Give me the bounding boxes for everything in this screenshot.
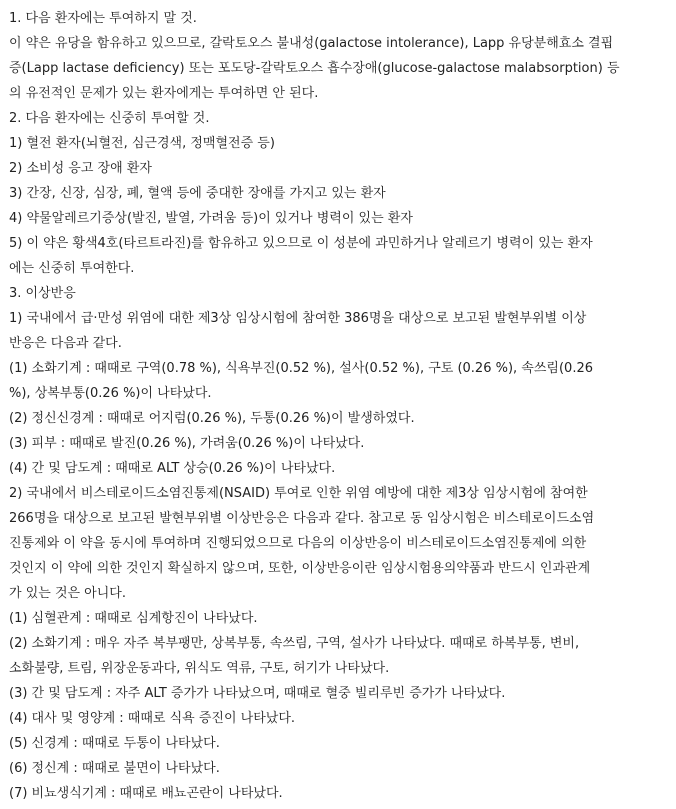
text-line: (2) 소화기계 : 매우 자주 복부팽만, 상복부통, 속쓰림, 구역, 설사가 나타났다. 때때로 하복부통, 변비, bbox=[9, 636, 580, 651]
text-line: (5) 신경계 : 때때로 두통이 나타났다. bbox=[9, 736, 220, 751]
text-line: 진통제와 이 약을 동시에 투여하며 진행되었으므로 다음의 이상반응이 비스테로이드소염진통제에 의한 bbox=[9, 536, 587, 551]
text-line: (4) 대사 및 영양계 : 때때로 식욕 증진이 나타났다. bbox=[9, 711, 296, 726]
text-line: 5) 이 약은 황색4호(타르트라진)를 함유하고 있으므로 이 성분에 과민하거나 알레르기 병력이 있는 환자 bbox=[9, 236, 593, 251]
text-line: 가 있는 것은 아니다. bbox=[9, 586, 126, 601]
text-line: 에는 신중히 투여한다. bbox=[9, 261, 135, 276]
text-line: (3) 피부 : 때때로 발진(0.26 %), 가려움(0.26 %)이 나타났다. bbox=[9, 436, 365, 451]
text-line: 소화불량, 트림, 위장운동과다, 위식도 역류, 구토, 허기가 나타났다. bbox=[9, 661, 390, 676]
text-line: %), 상복부통(0.26 %)이 나타났다. bbox=[9, 386, 212, 401]
text-line: 3. 이상반응 bbox=[9, 286, 76, 301]
text-line: (7) 비뇨생식기계 : 때때로 배뇨곤란이 나타났다. bbox=[9, 786, 283, 801]
text-line: (1) 심혈관계 : 때때로 심계항진이 나타났다. bbox=[9, 611, 258, 626]
text-line: 2) 소비성 응고 장애 환자 bbox=[9, 161, 152, 176]
text-line: 1) 국내에서 급·만성 위염에 대한 제3상 임상시험에 참여한 386명을 대상으로 보고된 발현부위별 이상 bbox=[9, 311, 587, 326]
text-line: 반응은 다음과 같다. bbox=[9, 336, 122, 351]
text-line: 의 유전적인 문제가 있는 환자에게는 투여하면 안 된다. bbox=[9, 86, 319, 101]
text-line: 1) 혈전 환자(뇌혈전, 심근경색, 정맥혈전증 등) bbox=[9, 136, 275, 151]
text-line: (4) 간 및 담도계 : 때때로 ALT 상승(0.26 %)이 나타났다. bbox=[9, 461, 336, 476]
text-line: 증(Lapp lactase deficiency) 또는 포도당-갈락토오스 흡수장애(glucose-galactose malabsorption) 등 bbox=[9, 61, 620, 76]
text-line: 266명을 대상으로 보고된 발현부위별 이상반응은 다음과 같다. 참고로 동 임상시험은 비스테로이드소염 bbox=[9, 511, 595, 526]
text-line: 4) 약물알레르기증상(발진, 발열, 가려움 등)이 있거나 병력이 있는 환자 bbox=[9, 211, 413, 226]
text-line: (6) 정신계 : 때때로 불면이 나타났다. bbox=[9, 761, 220, 776]
text-line: 1. 다음 환자에는 투여하지 말 것. bbox=[9, 11, 197, 26]
text-line: 3) 간장, 신장, 심장, 폐, 혈액 등에 중대한 장애를 가지고 있는 환자 bbox=[9, 186, 386, 201]
text-line: 것인지 이 약에 의한 것인지 확실하지 않으며, 또한, 이상반응이란 임상시험용의약품과 반드시 인과관계 bbox=[9, 561, 591, 576]
text-line: 2. 다음 환자에는 신중히 투여할 것. bbox=[9, 111, 210, 126]
text-line: 2) 국내에서 비스테로이드소염진통제(NSAID) 투여로 인한 위염 예방에 대한 제3상 임상시험에 참여한 bbox=[9, 486, 588, 501]
text-line: (1) 소화기계 : 때때로 구역(0.78 %), 식욕부진(0.52 %), 설사(0.52 %), 구토 (0.26 %), 속쓰림(0.26 bbox=[9, 361, 593, 376]
text-line: (3) 간 및 담도계 : 자주 ALT 증가가 나타났으며, 때때로 혈중 빌리루빈 증가가 나타났다. bbox=[9, 686, 506, 701]
text-line: (2) 정신신경계 : 때때로 어지럼(0.26 %), 두통(0.26 %)이 발생하였다. bbox=[9, 411, 415, 426]
text-line: 이 약은 유당을 함유하고 있으므로, 갈락토오스 불내성(galactose intolerance), Lapp 유당분해효소 결핍 bbox=[9, 36, 614, 51]
